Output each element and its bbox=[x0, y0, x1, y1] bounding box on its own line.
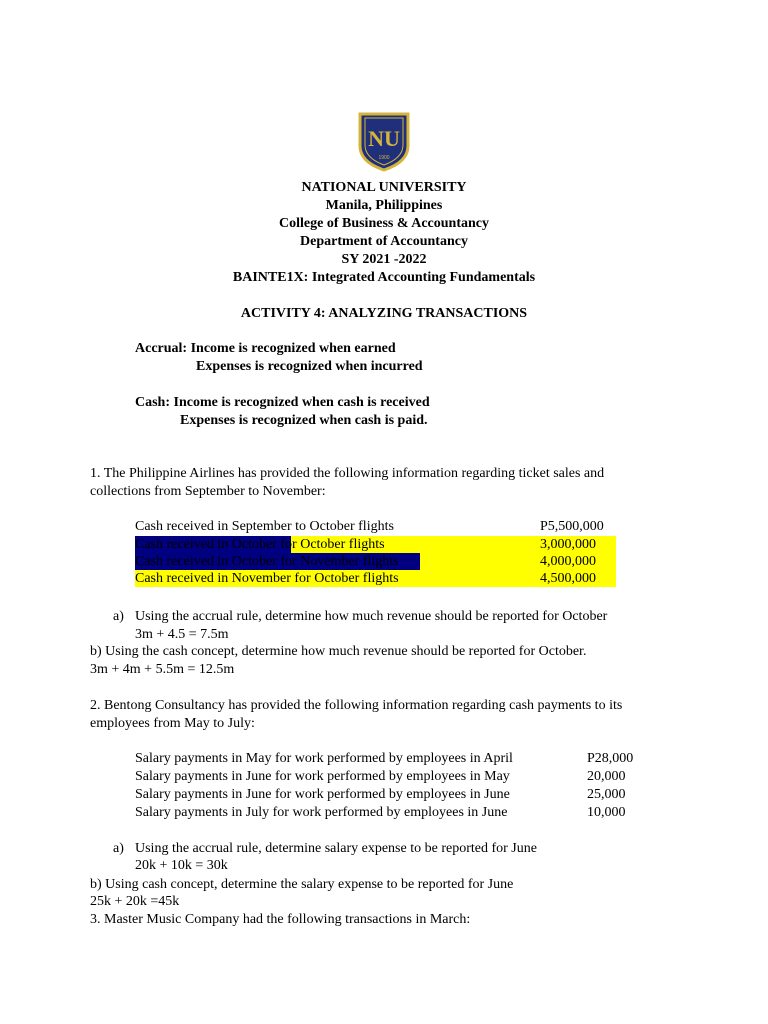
q1-row-label: Cash received in November for October flights bbox=[135, 571, 399, 586]
q2-b-answer: 25k + 20k =45k bbox=[90, 894, 180, 909]
q1-a-answer: 3m + 4.5 = 7.5m bbox=[135, 627, 229, 642]
department-name: Department of Accountancy bbox=[300, 234, 468, 249]
q2-intro-line1: 2. Bentong Consultancy has provided the following information regarding cash payments to its bbox=[90, 698, 623, 713]
q2-row-label: Salary payments in May for work performed by employees in April bbox=[135, 751, 513, 766]
college-name: College of Business & Accountancy bbox=[279, 216, 489, 231]
university-seal-logo bbox=[358, 112, 410, 172]
list-marker: a) bbox=[113, 609, 124, 624]
q3-intro: 3. Master Music Company had the following transactions in March: bbox=[90, 912, 471, 927]
school-year: SY 2021 -2022 bbox=[341, 252, 427, 267]
q2-row-amount: 25,000 bbox=[587, 787, 626, 802]
activity-title: ACTIVITY 4: ANALYZING TRANSACTIONS bbox=[240, 306, 528, 321]
accrual-expense-definition: Expenses is recognized when incurred bbox=[196, 359, 423, 374]
accrual-definition: Accrual: Income is recognized when earned bbox=[135, 341, 396, 356]
q1-row-amount: 4,000,000 bbox=[540, 554, 596, 569]
q2-row-amount: P28,000 bbox=[587, 751, 634, 766]
q2-row-label: Salary payments in June for work performed by employees in June bbox=[135, 787, 510, 802]
q2-a-answer: 20k + 10k = 30k bbox=[135, 858, 228, 873]
q1-row-label: Cash received in October for November flights bbox=[135, 554, 399, 569]
q1-b-question: b) Using the cash concept, determine how much revenue should be reported for October. bbox=[90, 644, 587, 659]
list-marker: a) bbox=[113, 841, 124, 856]
q1-a-question: Using the accrual rule, determine how much revenue should be reported for October bbox=[135, 609, 608, 624]
q2-a-question: Using the accrual rule, determine salary expense to be reported for June bbox=[135, 841, 537, 856]
q2-row-amount: 10,000 bbox=[587, 805, 626, 820]
q1-row-label: Cash received in September to October flights bbox=[135, 519, 394, 534]
q1-intro-line1: 1. The Philippine Airlines has provided the following information regarding ticket sales and bbox=[90, 466, 605, 481]
q2-row-label: Salary payments in July for work performed by employees in June bbox=[135, 805, 508, 820]
q1-row-amount: 3,000,000 bbox=[540, 537, 596, 552]
location: Manila, Philippines bbox=[325, 198, 443, 213]
q2-row-label: Salary payments in June for work performed by employees in May bbox=[135, 769, 510, 784]
q1-intro-line2: collections from September to November: bbox=[90, 484, 326, 499]
course-title: BAINTE1X: Integrated Accounting Fundamentals bbox=[232, 270, 536, 285]
q1-row-amount: P5,500,000 bbox=[540, 519, 604, 534]
cash-expense-definition: Expenses is recognized when cash is paid. bbox=[180, 413, 428, 428]
university-name: NATIONAL UNIVERSITY bbox=[301, 180, 467, 195]
q2-intro-line2: employees from May to July: bbox=[90, 716, 255, 731]
q2-b-question: b) Using cash concept, determine the salary expense to be reported for June bbox=[90, 877, 514, 892]
cash-definition: Cash: Income is recognized when cash is received bbox=[135, 395, 430, 410]
logo-year: 1900 bbox=[378, 155, 390, 161]
q1-b-answer: 3m + 4m + 5.5m = 12.5m bbox=[90, 662, 235, 677]
svg-text:NU: NU bbox=[368, 126, 400, 151]
q1-row-amount: 4,500,000 bbox=[540, 571, 596, 586]
q2-row-amount: 20,000 bbox=[587, 769, 626, 784]
q1-row-label: Cash received in October for October flights bbox=[135, 537, 385, 552]
